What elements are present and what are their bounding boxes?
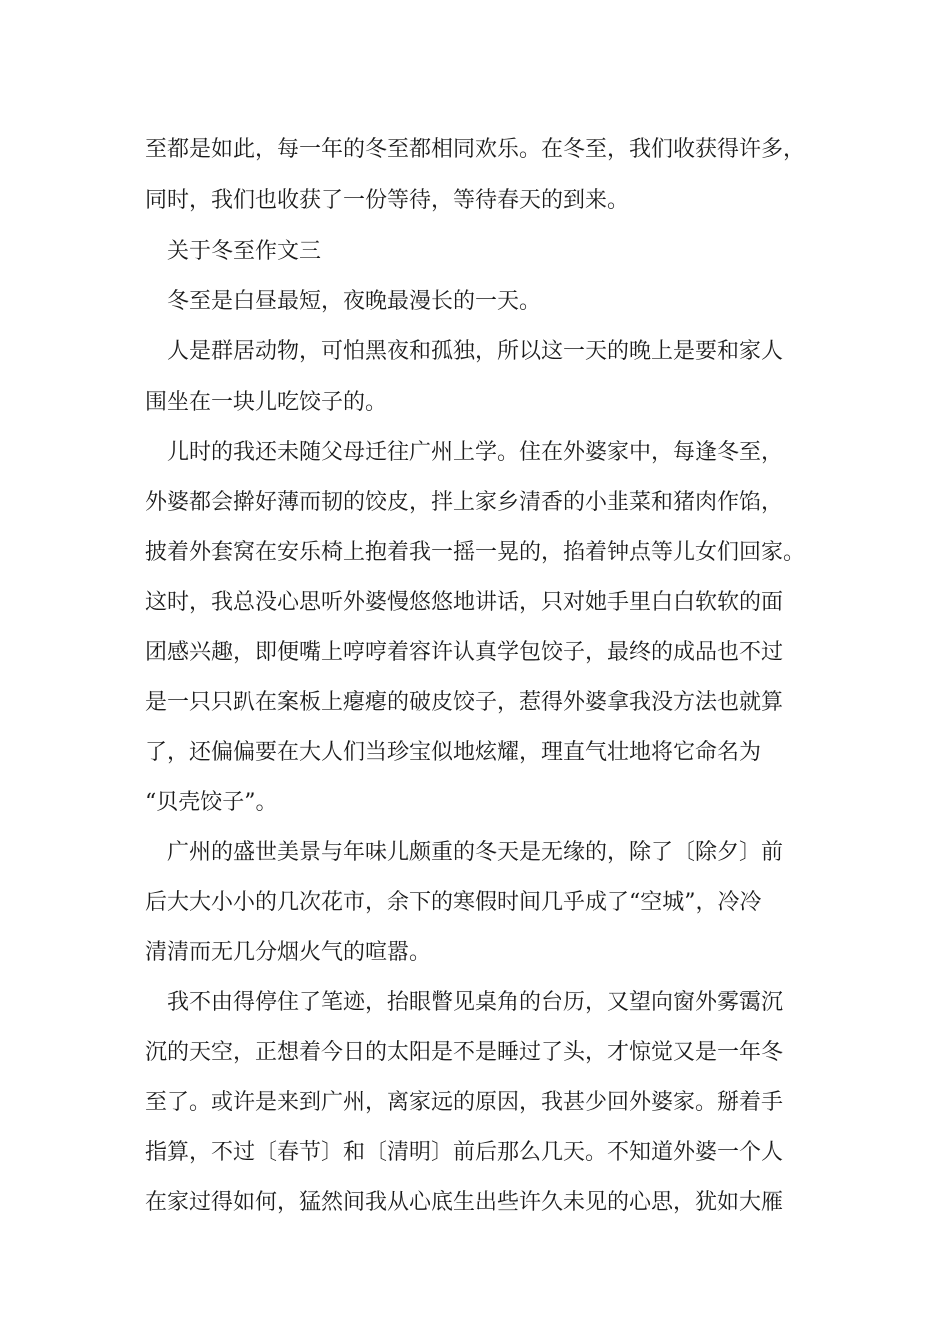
text-line: 团感兴趣，即便嘴上哼哼着容许认真学包饺子，最终的成品也不过 <box>145 640 784 665</box>
text-line: 后大大小小的几次花市，余下的寒假时间几乎成了“空城”，冷冷 <box>145 890 762 915</box>
text-line: 外婆都会擀好薄而韧的饺皮，拌上家乡清香的小韭菜和猪肉作馅， <box>145 490 784 515</box>
text-line: 沉的天空，正想着今日的太阳是不是睡过了头，才惊觉又是一年冬 <box>145 1040 784 1065</box>
text-line: 在家过得如何，猛然间我从心底生出些许久未见的心思，犹如大雁 <box>145 1190 784 1215</box>
text-line: 指算，不过〔春节〕和〔清明〕前后那么几天。不知道外婆一个人 <box>145 1140 784 1165</box>
text-line: 同时，我们也收获了一份等待，等待春天的到来。 <box>145 188 630 213</box>
text-line: 围坐在一块儿吃饺子的。 <box>145 390 388 415</box>
text-line: 清清而无几分烟火气的喧嚣。 <box>145 940 432 965</box>
text-line: 至都是如此，每一年的冬至都相同欢乐。在冬至，我们收获得许多， <box>145 137 806 162</box>
text-line: 是一只只趴在案板上瘪瘪的破皮饺子，惹得外婆拿我没方法也就算 <box>145 690 784 715</box>
text-line: 我不由得停住了笔迹，抬眼瞥见桌角的台历，又望向窗外雾霭沉 <box>167 990 784 1015</box>
text-line: 这时，我总没心思听外婆慢悠悠地讲话，只对她手里白白软软的面 <box>145 590 784 615</box>
section-heading: 关于冬至作文三 <box>167 239 322 264</box>
text-line: 至了。或许是来到广州，离家远的原因，我甚少回外婆家。掰着手 <box>145 1090 784 1115</box>
text-line: 披着外套窝在安乐椅上抱着我一摇一晃的，掐着钟点等儿女们回家。 <box>145 540 806 565</box>
text-line: 了，还偏偏要在大人们当珍宝似地炫耀，理直气壮地将它命名为 <box>145 740 762 765</box>
text-line: 儿时的我还未随父母迁往广州上学。住在外婆家中，每逢冬至， <box>167 440 784 465</box>
text-line: 冬至是白昼最短，夜晚最漫长的一天。 <box>167 289 542 314</box>
text-line: “贝壳饺子”。 <box>145 790 278 815</box>
text-line: 人是群居动物，可怕黑夜和孤独，所以这一天的晚上是要和家人 <box>167 339 784 364</box>
text-line: 广州的盛世美景与年味儿颇重的冬天是无缘的，除了〔除夕〕前 <box>167 840 784 865</box>
